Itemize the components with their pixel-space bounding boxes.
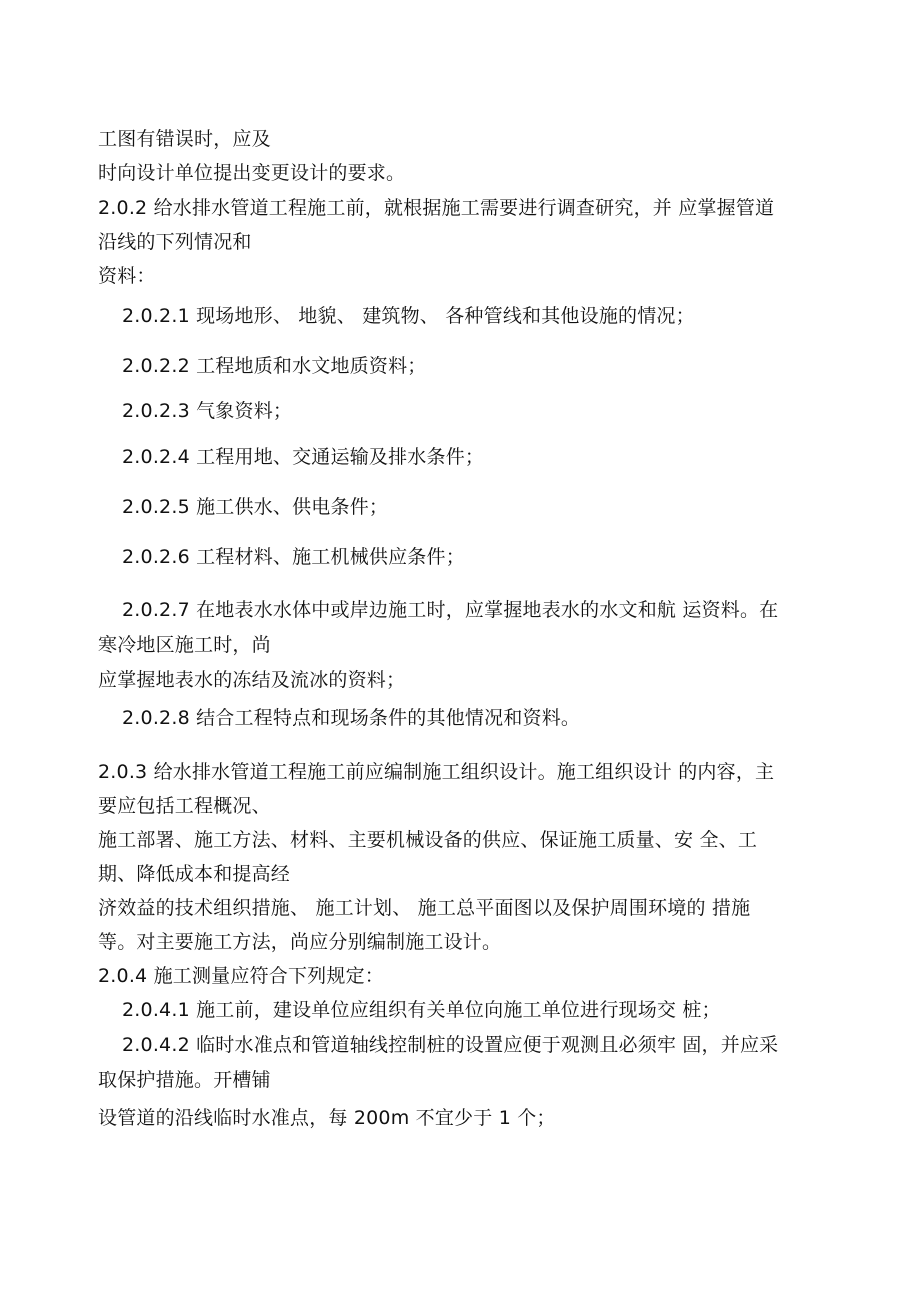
text-line: 工图有错误时，应及 [98,128,271,150]
clause-2-0-2-7: 2.0.2.7 在地表水水体中或岸边施工时，应掌握地表水的水文和航 运资料。在 [122,599,779,621]
text-line: 寒冷地区施工时，尚 [98,634,271,656]
text-line: 设管道的沿线临时水准点，每 200m 不宜少于 1 个； [98,1107,556,1129]
text-line: 期、降低成本和提高经 [98,863,291,885]
text-line: 沿线的下列情况和 [98,231,252,253]
clause-2-0-2-6: 2.0.2.6 工程材料、施工机械供应条件； [122,546,465,568]
clause-2-0-2-5: 2.0.2.5 施工供水、供电条件； [122,496,389,518]
clause-2-0-2-2: 2.0.2.2 工程地质和水文地质资料； [122,355,427,377]
clause-2-0-4-1: 2.0.4.1 施工前，建设单位应组织有关单位向施工单位进行现场交 桩； [122,999,721,1021]
clause-2-0-2-8: 2.0.2.8 结合工程特点和现场条件的其他情况和资料。 [122,707,581,729]
text-line: 要应包括工程概况、 [98,795,271,817]
clause-2-0-2-1: 2.0.2.1 现场地形、 地貌、 建筑物、 各种管线和其他设施的情况； [122,305,695,327]
clause-2-0-2-4: 2.0.2.4 工程用地、交通运输及排水条件； [122,446,485,468]
clause-2-0-2: 2.0.2 给水排水管道工程施工前，就根据施工需要进行调查研究，并 应掌握管道 [98,197,775,219]
text-line: 等。对主要施工方法，尚应分别编制施工设计。 [98,931,502,953]
text-line: 济效益的技术组织措施、 施工计划、 施工总平面图以及保护周围环境的 措施 [98,897,751,919]
clause-2-0-4-2: 2.0.4.2 临时水准点和管道轴线控制桩的设置应便于观测且必须牢 固，并应采 [122,1034,779,1056]
clause-2-0-4: 2.0.4 施工测量应符合下列规定： [98,965,384,987]
clause-2-0-3: 2.0.3 给水排水管道工程施工前应编制施工组织设计。施工组织设计 的内容，主 [98,761,775,783]
text-line: 应掌握地表水的冻结及流冰的资料； [98,669,406,691]
clause-2-0-2-3: 2.0.2.3 气象资料； [122,400,293,422]
text-line: 资料： [98,265,156,287]
text-line: 取保护措施。开槽铺 [98,1069,271,1091]
text-line: 时向设计单位提出变更设计的要求。 [98,162,406,184]
text-line: 施工部署、施工方法、材料、主要机械设备的供应、保证施工质量、安 全、工 [98,829,758,851]
